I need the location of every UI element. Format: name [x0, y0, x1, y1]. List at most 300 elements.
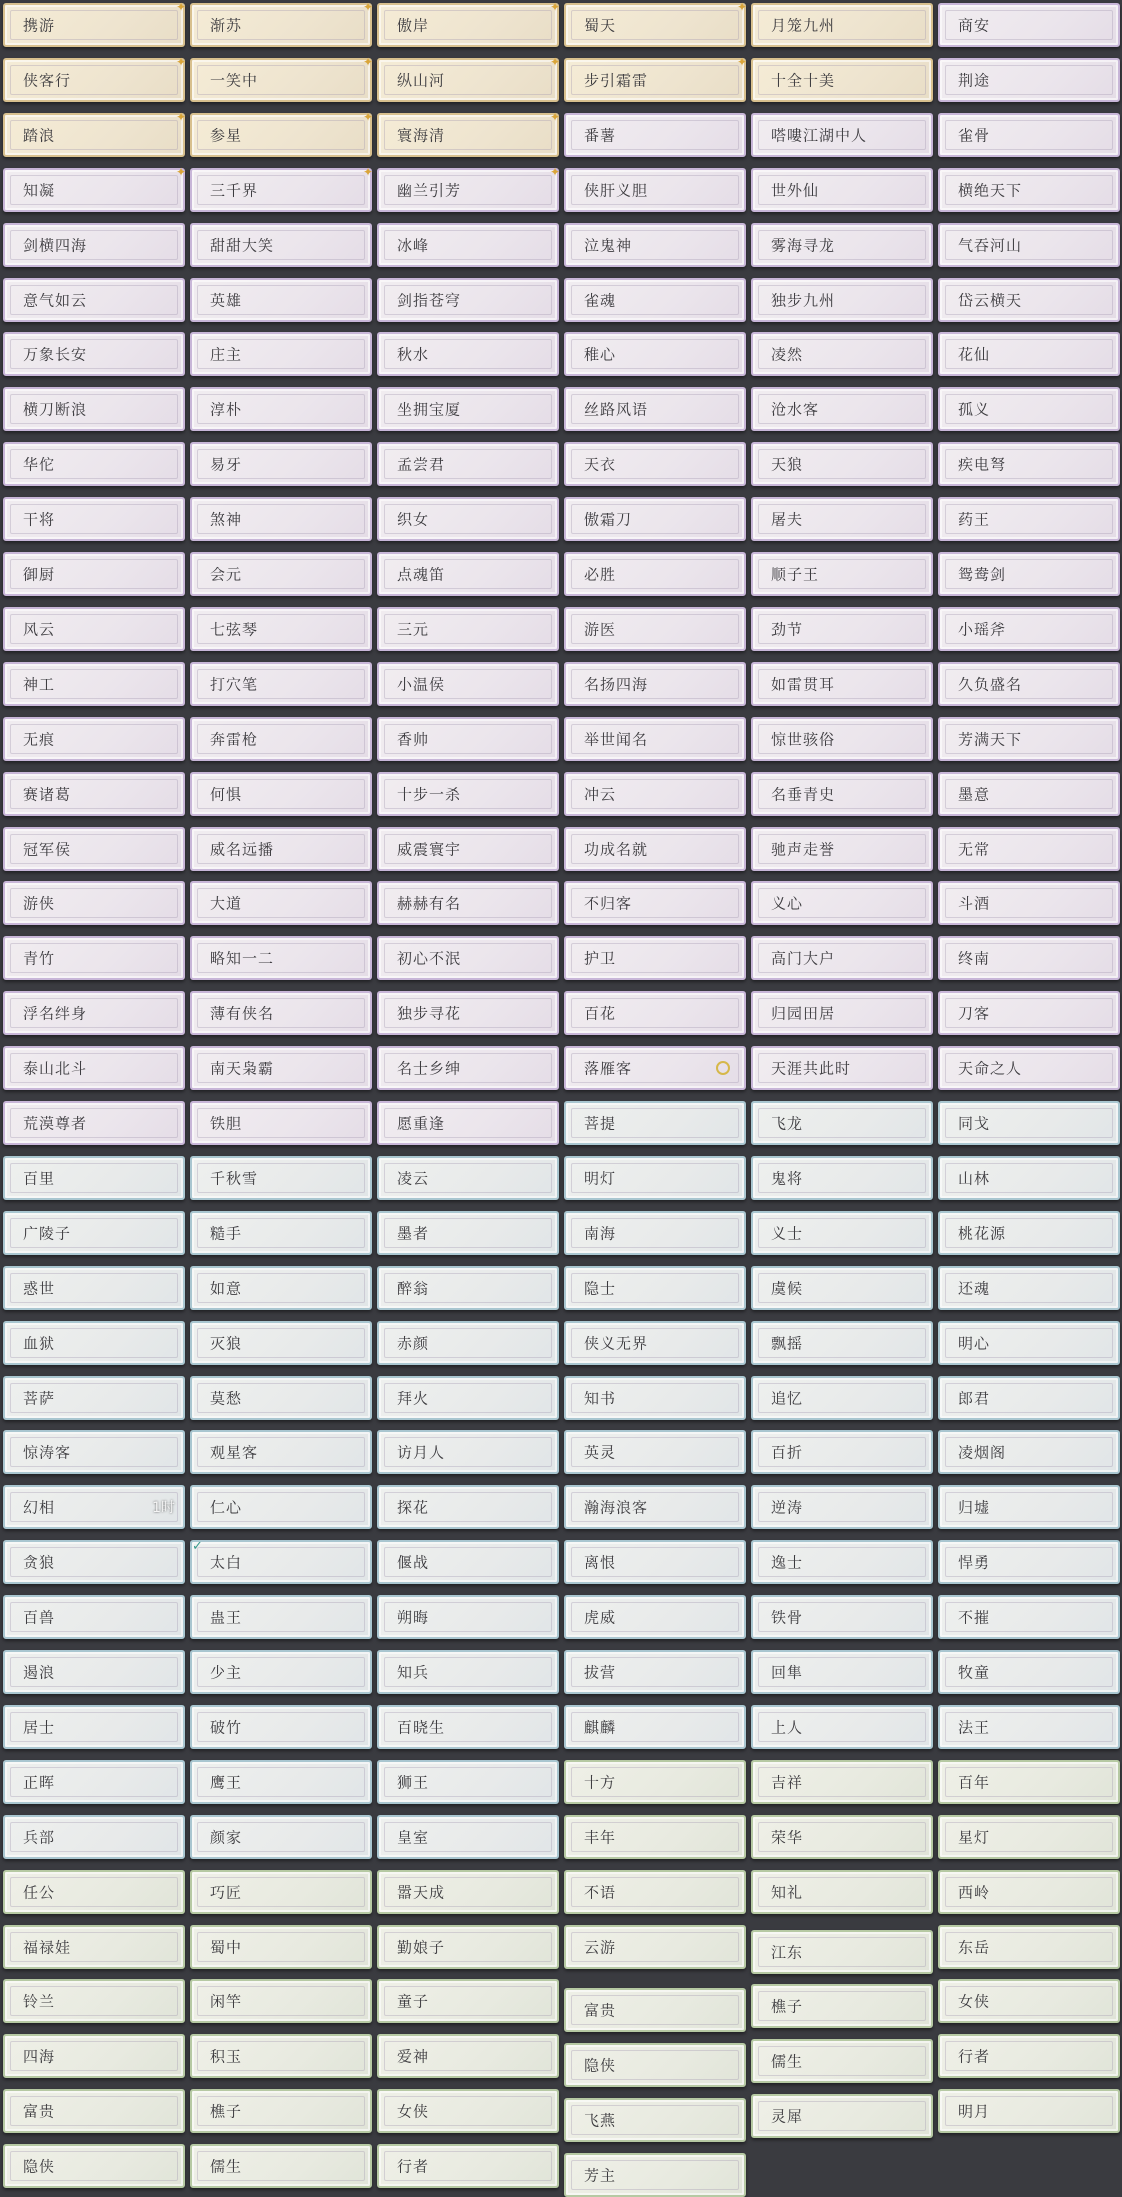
title-card[interactable] [564, 881, 746, 925]
title-card[interactable] [190, 1979, 372, 2023]
title-card[interactable] [190, 772, 372, 816]
title-card[interactable] [751, 497, 933, 541]
title-card[interactable] [564, 278, 746, 322]
title-card[interactable] [938, 1979, 1120, 2023]
title-card[interactable] [938, 1815, 1120, 1859]
title-card[interactable] [190, 442, 372, 486]
title-card[interactable] [938, 1485, 1120, 1529]
title-card-label: 小温侯 [397, 675, 446, 694]
title-card[interactable] [564, 1156, 746, 1200]
title-card[interactable] [3, 607, 185, 651]
title-card[interactable] [564, 113, 746, 157]
title-card[interactable] [3, 497, 185, 541]
title-card-label: 回隼 [771, 1663, 804, 1682]
title-card[interactable] [938, 1870, 1120, 1914]
title-card[interactable] [564, 1705, 746, 1749]
title-card-label: 天衣 [584, 455, 617, 474]
title-card[interactable] [564, 1815, 746, 1859]
title-card-label: 法王 [958, 1718, 991, 1737]
title-card[interactable] [938, 552, 1120, 596]
title-card[interactable] [751, 607, 933, 651]
title-card[interactable] [3, 387, 185, 431]
title-card[interactable] [938, 168, 1120, 212]
title-card[interactable] [938, 662, 1120, 706]
title-card[interactable] [938, 58, 1120, 102]
title-card-label: 离恨 [584, 1553, 617, 1572]
title-card[interactable] [377, 442, 559, 486]
title-card[interactable] [377, 1376, 559, 1420]
title-card[interactable] [938, 2034, 1120, 2078]
title-card[interactable] [3, 164, 186, 212]
title-card[interactable] [377, 164, 560, 212]
title-card[interactable] [751, 168, 933, 212]
title-card[interactable] [3, 1979, 185, 2023]
title-card-label: 终南 [958, 949, 991, 968]
title-card[interactable] [377, 0, 560, 47]
title-card[interactable] [938, 1925, 1120, 1969]
title-card[interactable] [190, 164, 373, 212]
title-card[interactable] [190, 109, 373, 157]
title-card[interactable] [3, 223, 185, 267]
title-card[interactable] [377, 1046, 559, 1090]
title-card[interactable] [190, 1101, 372, 1145]
title-card-label: 墨意 [958, 785, 991, 804]
title-card[interactable] [377, 2034, 559, 2078]
title-card[interactable] [564, 1925, 746, 1969]
title-card[interactable] [3, 1925, 185, 1969]
title-card[interactable] [190, 936, 372, 980]
title-card-label: 明灯 [584, 1169, 617, 1188]
title-card[interactable] [377, 607, 559, 651]
title-card[interactable] [377, 772, 559, 816]
title-card[interactable] [190, 1650, 372, 1694]
title-card[interactable] [564, 2043, 746, 2087]
title-card[interactable] [938, 1650, 1120, 1694]
title-card-label: 冠军侯 [23, 840, 72, 858]
title-card-label: 千秋雪 [210, 1169, 259, 1188]
title-card[interactable] [938, 1046, 1120, 1090]
title-card-label: 隐侠 [23, 2157, 56, 2176]
title-card-label: 鹰王 [210, 1773, 243, 1792]
title-card-label: 归墟 [958, 1498, 991, 1517]
title-card[interactable] [377, 1595, 559, 1639]
title-card[interactable] [938, 2089, 1120, 2133]
title-card[interactable] [938, 881, 1120, 925]
title-card-label: 冰峰 [397, 236, 430, 255]
title-card[interactable] [190, 2144, 372, 2188]
title-card[interactable] [938, 1211, 1120, 1255]
title-card[interactable] [3, 1760, 185, 1804]
title-card-label: 赤颜 [397, 1334, 430, 1353]
title-card[interactable] [3, 1266, 185, 1310]
title-card[interactable] [751, 58, 933, 102]
title-card[interactable] [751, 1930, 933, 1974]
title-card[interactable] [751, 278, 933, 322]
title-card-label: 儒生 [771, 2052, 804, 2071]
title-card[interactable] [3, 2034, 185, 2078]
title-card[interactable] [564, 662, 746, 706]
title-card[interactable] [377, 278, 559, 322]
title-card[interactable] [564, 223, 746, 267]
title-card[interactable] [190, 1815, 372, 1859]
title-card-label: 名扬四海 [584, 675, 649, 694]
title-card[interactable] [564, 442, 746, 486]
title-column [938, 0, 1122, 2182]
title-card[interactable] [564, 772, 746, 816]
title-card[interactable] [751, 827, 933, 871]
title-card[interactable] [377, 1156, 559, 1200]
title-card-label: 月笼九州 [771, 16, 836, 35]
title-card[interactable] [751, 1266, 933, 1310]
title-card[interactable] [377, 1101, 559, 1145]
title-card[interactable] [377, 1485, 559, 1529]
title-card[interactable] [938, 332, 1120, 376]
title-card[interactable] [751, 1430, 933, 1474]
title-card[interactable] [751, 1760, 933, 1804]
title-card-label: 三元 [397, 620, 430, 639]
title-card[interactable] [377, 2089, 559, 2133]
title-card[interactable] [190, 1540, 372, 1584]
title-card[interactable] [3, 54, 186, 102]
title-card[interactable] [938, 1540, 1120, 1584]
title-card[interactable] [190, 278, 372, 322]
title-card-label: 虞候 [771, 1279, 804, 1298]
title-card-label: 独步寻花 [397, 1004, 462, 1023]
title-card[interactable] [3, 332, 185, 376]
title-card[interactable] [190, 991, 372, 1035]
title-card[interactable] [751, 1705, 933, 1749]
title-card[interactable] [751, 2039, 933, 2083]
title-card[interactable] [938, 1266, 1120, 1310]
title-card[interactable] [938, 1376, 1120, 1420]
title-card[interactable] [564, 168, 746, 212]
title-card[interactable] [3, 442, 185, 486]
title-card-label: 飘摇 [771, 1334, 804, 1353]
title-card[interactable] [190, 662, 372, 706]
title-card-label: 番薯 [584, 126, 617, 145]
title-card[interactable] [751, 1815, 933, 1859]
title-card[interactable] [3, 1650, 185, 1694]
title-card-label: 逸士 [771, 1553, 804, 1572]
title-card[interactable] [938, 936, 1120, 980]
title-card[interactable] [938, 278, 1120, 322]
title-card[interactable] [190, 1430, 372, 1474]
title-card[interactable] [751, 1540, 933, 1584]
title-card[interactable] [190, 827, 372, 871]
title-card[interactable] [3, 1430, 185, 1474]
title-card[interactable] [564, 2153, 746, 2197]
title-card-label: 知凝 [23, 181, 56, 200]
title-card[interactable] [3, 662, 185, 706]
title-card[interactable] [564, 497, 746, 541]
title-card[interactable] [3, 1156, 185, 1200]
title-card-label: 七弦琴 [210, 620, 259, 639]
title-card[interactable] [564, 1211, 746, 1255]
title-card[interactable] [564, 1760, 746, 1804]
title-card-label: 蛊王 [210, 1608, 243, 1627]
title-card-label: 上人 [771, 1718, 804, 1737]
title-card[interactable] [938, 1101, 1120, 1145]
title-card[interactable] [190, 1870, 372, 1914]
title-card[interactable] [751, 1870, 933, 1914]
title-card[interactable] [190, 332, 372, 376]
title-card[interactable] [564, 1870, 746, 1914]
title-card-label: 荆途 [958, 71, 991, 90]
title-card[interactable] [190, 717, 372, 761]
title-card[interactable] [564, 827, 746, 871]
title-card[interactable] [190, 607, 372, 651]
title-card[interactable] [3, 0, 186, 47]
title-card[interactable] [3, 717, 185, 761]
title-card-label: 嚣天成 [397, 1883, 446, 1902]
title-card[interactable] [377, 1760, 559, 1804]
title-card[interactable] [3, 1815, 185, 1859]
title-card-label: 山林 [958, 1169, 991, 1188]
title-card[interactable] [564, 1485, 746, 1529]
title-card[interactable] [938, 3, 1120, 47]
title-card[interactable] [190, 387, 372, 431]
title-card[interactable] [3, 1376, 185, 1420]
title-card[interactable] [938, 442, 1120, 486]
title-card-label: 桃花源 [958, 1224, 1007, 1243]
title-card[interactable] [751, 717, 933, 761]
title-card[interactable] [938, 717, 1120, 761]
title-card-label: 岱云横天 [958, 291, 1023, 309]
title-card[interactable] [751, 1984, 933, 2028]
title-card-label: 南天枭霸 [210, 1059, 275, 1078]
title-card[interactable] [938, 1156, 1120, 1200]
title-card[interactable] [377, 881, 559, 925]
title-card[interactable] [190, 1760, 372, 1804]
title-card-label: 行者 [397, 2157, 430, 2176]
title-card[interactable] [190, 1156, 372, 1200]
title-card[interactable] [751, 1485, 933, 1529]
title-card[interactable] [564, 717, 746, 761]
title-card[interactable] [3, 1870, 185, 1914]
title-card[interactable] [3, 552, 185, 596]
title-card[interactable] [564, 1595, 746, 1639]
title-card-label: 惊涛客 [23, 1443, 72, 1462]
title-card-label: 芳满天下 [958, 730, 1023, 749]
title-card[interactable] [377, 1430, 559, 1474]
title-card[interactable] [564, 1046, 746, 1090]
title-card[interactable] [190, 1925, 372, 1969]
title-card[interactable] [564, 1376, 746, 1420]
title-card[interactable] [190, 497, 372, 541]
title-card[interactable] [190, 1321, 372, 1365]
title-card[interactable] [190, 1211, 372, 1255]
title-card[interactable] [938, 1595, 1120, 1639]
title-card-label: 嗒嘍江湖中人 [771, 126, 868, 145]
title-card[interactable] [377, 387, 559, 431]
title-card[interactable] [377, 497, 559, 541]
title-card-label: 积玉 [210, 2047, 243, 2066]
title-card-label: 樵子 [210, 2102, 243, 2121]
title-card[interactable] [3, 109, 186, 157]
title-card[interactable] [564, 607, 746, 651]
title-card[interactable] [190, 1046, 372, 1090]
title-card-label: 神工 [23, 675, 56, 694]
title-card[interactable] [751, 1046, 933, 1090]
title-card[interactable] [190, 2034, 372, 2078]
title-card[interactable] [751, 1650, 933, 1694]
title-card[interactable] [564, 1540, 746, 1584]
title-card[interactable] [564, 991, 746, 1035]
title-card[interactable] [564, 1988, 746, 2032]
title-card-label: 莫愁 [210, 1389, 243, 1407]
title-card[interactable] [564, 1321, 746, 1365]
title-card[interactable] [190, 1266, 372, 1310]
title-card[interactable] [564, 332, 746, 376]
title-card[interactable] [751, 772, 933, 816]
title-card-label: 凌然 [771, 345, 804, 364]
title-card[interactable] [3, 936, 185, 980]
title-card[interactable] [751, 1101, 933, 1145]
title-card[interactable] [938, 1760, 1120, 1804]
title-card-label: 踏浪 [23, 126, 56, 145]
title-card[interactable] [564, 1266, 746, 1310]
title-card[interactable] [564, 2098, 746, 2142]
title-card[interactable] [564, 54, 747, 102]
title-card[interactable] [377, 991, 559, 1035]
title-card[interactable] [751, 223, 933, 267]
title-card[interactable] [377, 662, 559, 706]
title-card[interactable] [564, 387, 746, 431]
title-card[interactable] [190, 552, 372, 596]
title-card[interactable] [3, 278, 185, 322]
title-card[interactable] [751, 881, 933, 925]
title-card[interactable] [377, 223, 559, 267]
title-card[interactable] [751, 3, 933, 47]
title-card[interactable] [377, 936, 559, 980]
title-card[interactable] [751, 1156, 933, 1200]
title-card-label: 如雷贯耳 [771, 675, 836, 694]
title-card[interactable] [190, 0, 373, 47]
title-card[interactable] [3, 1321, 185, 1365]
title-card-label: 隐士 [584, 1279, 617, 1298]
title-card[interactable] [3, 1485, 185, 1529]
title-card-label: 易牙 [210, 455, 243, 474]
title-card[interactable] [564, 1430, 746, 1474]
title-card[interactable] [564, 1101, 746, 1145]
title-card[interactable] [190, 54, 373, 102]
title-card[interactable] [751, 2094, 933, 2138]
title-card[interactable] [751, 442, 933, 486]
title-card[interactable] [938, 1321, 1120, 1365]
title-card[interactable] [938, 827, 1120, 871]
title-card[interactable] [377, 717, 559, 761]
title-card[interactable] [3, 1046, 185, 1090]
title-card[interactable] [3, 881, 185, 925]
title-card[interactable] [3, 2144, 185, 2188]
title-card-label: 还魂 [958, 1279, 991, 1298]
title-card[interactable] [751, 387, 933, 431]
title-card[interactable] [377, 1925, 559, 1969]
title-card[interactable] [377, 1870, 559, 1914]
title-card[interactable] [751, 662, 933, 706]
title-card[interactable] [190, 1376, 372, 1420]
title-card[interactable] [564, 0, 747, 47]
title-card[interactable] [377, 1815, 559, 1859]
title-card[interactable] [751, 1211, 933, 1255]
title-card[interactable] [751, 991, 933, 1035]
title-card[interactable] [3, 2089, 185, 2133]
title-card[interactable] [3, 1101, 185, 1145]
title-card[interactable] [938, 497, 1120, 541]
title-card[interactable] [377, 332, 559, 376]
title-card[interactable] [377, 54, 560, 102]
title-card-label: 幽兰引芳 [397, 181, 462, 200]
title-card[interactable] [3, 1705, 185, 1749]
title-card-label: 斗酒 [958, 894, 991, 913]
title-card[interactable] [751, 332, 933, 376]
title-card[interactable] [377, 1211, 559, 1255]
title-card[interactable] [751, 1321, 933, 1365]
title-card[interactable] [377, 2144, 559, 2188]
title-card[interactable] [190, 1485, 372, 1529]
title-card-label: 赫赫有名 [397, 894, 462, 913]
title-card[interactable] [938, 387, 1120, 431]
title-card[interactable] [190, 1595, 372, 1639]
title-card[interactable] [190, 1705, 372, 1749]
title-card-label: 赛诸葛 [23, 785, 72, 804]
title-card[interactable] [377, 1705, 559, 1749]
title-card[interactable] [751, 552, 933, 596]
title-card-label: 蜀中 [210, 1938, 243, 1956]
title-card[interactable] [377, 1540, 559, 1584]
title-card-label: 百兽 [23, 1608, 56, 1627]
title-card-label: 无痕 [23, 730, 56, 749]
title-card-label: 万象长安 [23, 345, 88, 364]
title-card[interactable] [751, 113, 933, 157]
title-card-label: 富贵 [584, 2001, 617, 2020]
title-card-label: 横绝天下 [958, 181, 1023, 200]
title-card[interactable] [938, 113, 1120, 157]
title-card[interactable] [377, 827, 559, 871]
title-card[interactable] [3, 772, 185, 816]
title-card-label: 功成名就 [584, 840, 649, 858]
title-card[interactable] [190, 2089, 372, 2133]
title-card[interactable] [377, 1650, 559, 1694]
title-card-label: 观星客 [210, 1443, 259, 1462]
title-card[interactable] [564, 552, 746, 596]
title-card[interactable] [377, 109, 560, 157]
title-card[interactable] [938, 223, 1120, 267]
title-card[interactable] [377, 1266, 559, 1310]
title-card[interactable] [3, 827, 185, 871]
title-card[interactable] [3, 1211, 185, 1255]
title-card[interactable] [751, 1595, 933, 1639]
title-card[interactable] [190, 223, 372, 267]
title-card[interactable] [564, 936, 746, 980]
title-card[interactable] [377, 1979, 559, 2023]
title-card[interactable] [938, 772, 1120, 816]
title-card[interactable] [938, 1705, 1120, 1749]
title-card[interactable] [938, 991, 1120, 1035]
title-card[interactable] [3, 1540, 185, 1584]
title-card[interactable] [938, 607, 1120, 651]
title-card[interactable] [3, 1595, 185, 1639]
title-card[interactable] [3, 991, 185, 1035]
title-card[interactable] [377, 1321, 559, 1365]
title-card[interactable] [751, 936, 933, 980]
title-card[interactable] [377, 552, 559, 596]
title-card[interactable] [564, 1650, 746, 1694]
title-card[interactable] [938, 1430, 1120, 1474]
title-card[interactable] [751, 1376, 933, 1420]
title-card-label: 刀客 [958, 1004, 991, 1023]
title-card[interactable] [190, 881, 372, 925]
